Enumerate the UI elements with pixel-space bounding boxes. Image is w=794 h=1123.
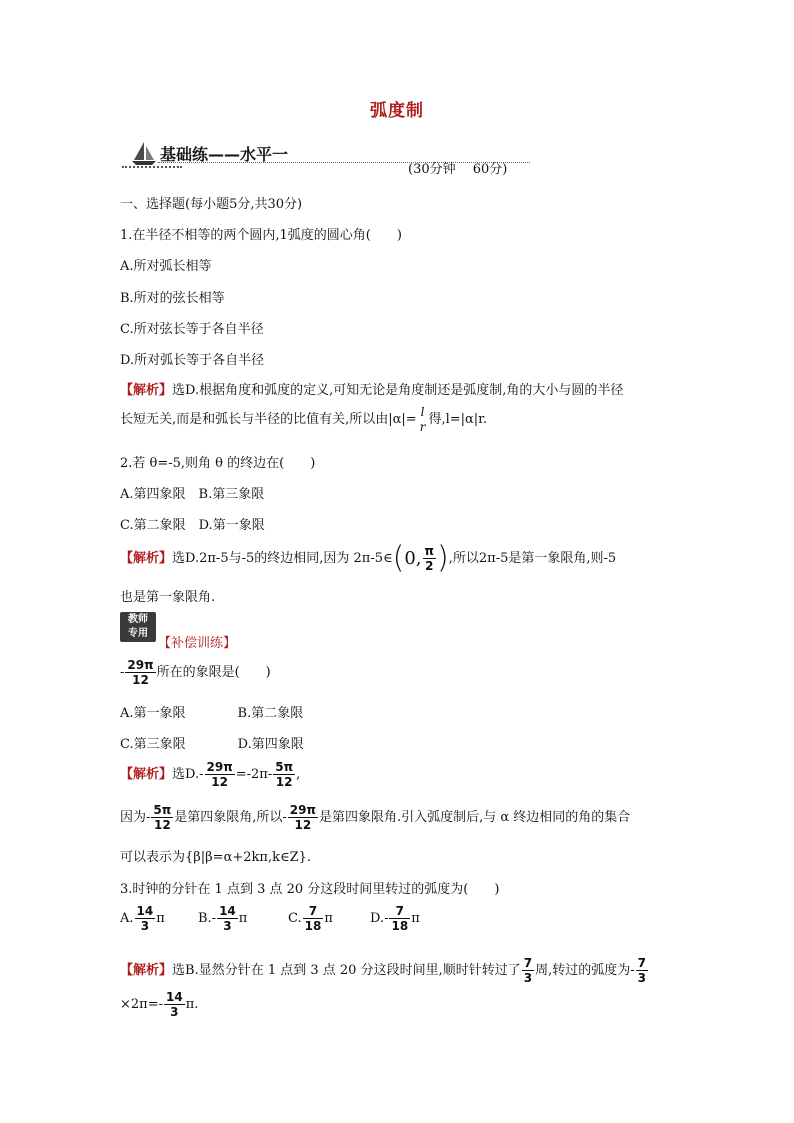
compensation-solution-line-2	[120, 803, 630, 832]
fraction-numerator: 29π	[127, 658, 154, 672]
solution-text: 长短无关,而是和弧长与半径的比值有关,所以由|α|=	[120, 412, 417, 427]
interval-close-paren: )	[437, 540, 449, 576]
option-unit: π	[156, 911, 165, 926]
fraction-denominator: 12	[288, 817, 318, 832]
solution-text: 是第四象限角.引入弧度制后,与 α 终边相同的角的集合	[318, 810, 631, 825]
part-heading: 一、选择题(每小题5分,共30分)	[120, 197, 303, 212]
fraction-numerator: 5π	[275, 760, 294, 774]
solution-tag: 【解析】	[120, 963, 173, 978]
question-1-stem: 1.在半径不相等的两个圆内,1弧度的圆心角( )	[120, 228, 402, 243]
question-1-option-b: B.所对的弦长相等	[120, 291, 225, 306]
question-3-solution-line-2	[120, 990, 198, 1019]
teacher-badge-chip	[120, 612, 156, 642]
fraction-numerator: 7	[637, 956, 646, 970]
question-2-solution-line-1	[120, 540, 617, 576]
interval-open-paren: (	[392, 540, 405, 576]
fraction-29pi-over-12	[125, 658, 155, 687]
fraction-numerator: 14	[219, 904, 236, 918]
fraction-29pi-over-12	[288, 803, 318, 832]
question-3-solution-line-1	[120, 956, 649, 985]
solution-tag: 【解析】	[120, 551, 173, 566]
compensation-solution-line-3: 可以表示为{β|β=α+2kπ,k∈Z}.	[120, 850, 312, 865]
page-title: 弧度制	[370, 101, 424, 121]
fraction-denominator: 3	[637, 971, 646, 985]
option-fraction	[217, 904, 238, 933]
solution-text: 周,转过的弧度为-	[535, 963, 635, 978]
fraction-numerator: 7	[395, 904, 405, 918]
question-1-solution-line-1	[120, 379, 623, 398]
question-1-solution-line-2	[120, 405, 487, 434]
option-fraction	[389, 904, 410, 933]
solution-text: 选B.显然分针在 1 点到 3 点 20 分这段时间里,顺时针转过了	[172, 963, 521, 978]
fraction-denominator: 12	[273, 774, 295, 789]
option-unit: π	[411, 911, 420, 926]
compensation-title: 【补偿训练】	[158, 636, 237, 651]
question-3-option	[120, 904, 165, 933]
fraction-denominator: 12	[205, 774, 235, 789]
solution-text: 是第四象限角,所以-	[174, 810, 287, 825]
fraction-denominator: 12	[125, 672, 155, 687]
solution-text: ×2π=-	[120, 997, 163, 1012]
option-fraction	[135, 904, 156, 933]
question-1-option-a: A.所对弧长相等	[120, 259, 212, 274]
fraction-pi-over-2	[423, 544, 437, 573]
solution-text: 因为-	[120, 810, 151, 825]
compensation-solution-line-1	[120, 760, 300, 789]
fraction-denominator: 18	[391, 919, 409, 933]
solution-text: 得,l=|α|r.	[428, 412, 488, 427]
interval-zero: 0,	[404, 548, 422, 569]
fraction-numerator: 14	[166, 990, 183, 1004]
compensation-stem	[120, 658, 271, 687]
fraction-numerator: l	[420, 405, 425, 419]
fraction-denominator: 12	[151, 817, 173, 832]
stem-text: 所在的象限是( )	[156, 665, 271, 680]
solution-text: 选D.根据角度和弧度的定义,可知无论是角度制还是弧度制,角的大小与圆的半径	[172, 383, 624, 398]
fraction-denominator: 18	[304, 919, 322, 933]
teacher-only-badge	[120, 612, 156, 642]
solution-text: ,	[296, 767, 301, 782]
minus-sign: -	[120, 665, 125, 680]
fraction-numerator: 29π	[206, 760, 233, 774]
time-score: (30分钟 60分)	[408, 162, 508, 177]
question-3-option	[198, 904, 247, 933]
compensation-options-ab: A.第一象限 B.第二象限	[120, 706, 304, 721]
fraction-numerator: 5π	[153, 803, 172, 817]
fraction-l-over-r	[418, 405, 428, 434]
fraction-denominator: 3	[135, 918, 156, 933]
teacher-badge-line-1: 教师	[128, 614, 148, 625]
fraction-denominator: 3	[164, 1004, 185, 1019]
solution-text: 选D.-	[172, 767, 204, 782]
question-2-solution-line-2: 也是第一象限角.	[120, 590, 216, 605]
option-label: D.-	[370, 911, 389, 926]
fraction-denominator: 3	[523, 971, 533, 985]
option-fraction	[303, 904, 324, 933]
question-1-option-c: C.所对弦长等于各自半径	[120, 322, 264, 337]
question-2-options-ab: A.第四象限 B.第三象限	[120, 487, 265, 502]
fraction-5pi-over-12	[151, 803, 173, 832]
solution-text: π.	[185, 997, 199, 1012]
fraction-29pi-over-12	[205, 760, 235, 789]
fraction-numerator: 14	[136, 904, 154, 918]
question-3-stem: 3.时钟的分针在 1 点到 3 点 20 分这段时间里转过的弧度为( )	[120, 882, 500, 897]
option-label: A.	[120, 911, 134, 926]
solution-text: 选D.2π-5与-5的终边相同,因为 2π-5∈	[172, 551, 393, 566]
fraction-numerator: 7	[523, 956, 533, 970]
fraction-numerator: 29π	[289, 803, 316, 817]
fraction-numerator: π	[424, 544, 435, 558]
fraction-7-over-3	[522, 956, 534, 985]
option-unit: π	[238, 911, 248, 926]
solution-text: ,所以2π-5是第一象限角,则-5	[448, 551, 617, 566]
solution-tag: 【解析】	[120, 383, 173, 398]
compensation-options-cd: C.第三象限 D.第四象限	[120, 737, 304, 752]
sailboat-icon	[130, 140, 158, 166]
solution-tag: 【解析】	[120, 767, 173, 782]
fraction-7-over-3	[636, 956, 648, 985]
solution-text: =-2π-	[235, 767, 273, 782]
fraction-denominator: r	[419, 420, 426, 434]
dotted-base	[122, 166, 182, 168]
question-3-option	[288, 904, 333, 933]
teacher-badge-line-2: 专用	[128, 628, 148, 639]
option-label: C.	[288, 911, 302, 926]
option-unit: π	[324, 911, 333, 926]
fraction-denominator: 3	[217, 918, 238, 933]
fraction-denominator: 2	[423, 558, 437, 573]
question-3-option	[370, 904, 420, 933]
fraction-numerator: 7	[308, 904, 318, 918]
question-1-option-d: D.所对弧长等于各自半径	[120, 353, 265, 368]
question-2-stem: 2.若 θ=-5,则角 θ 的终边在( )	[120, 456, 316, 471]
fraction-5pi-over-12	[273, 760, 295, 789]
option-label: B.-	[198, 911, 217, 926]
question-2-options-cd: C.第二象限 D.第一象限	[120, 518, 265, 533]
section-label: 基础练——水平一	[160, 145, 289, 164]
fraction-14-over-3	[164, 990, 185, 1019]
